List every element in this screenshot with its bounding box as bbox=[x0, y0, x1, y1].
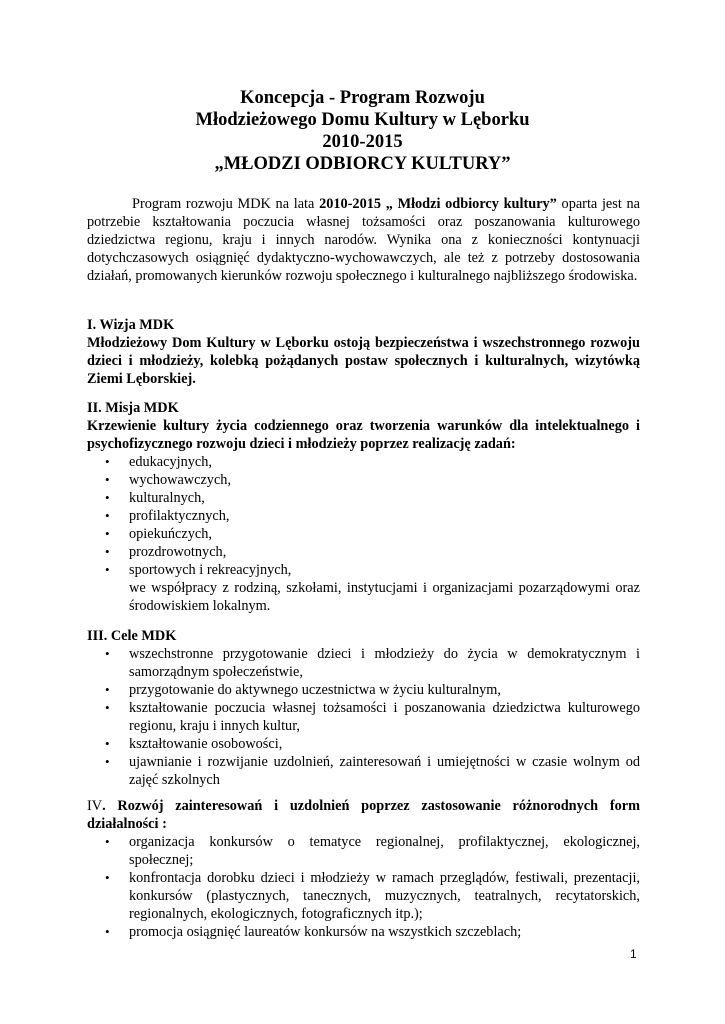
title-line-2: Młodzieżowego Domu Kultury w Lęborku bbox=[195, 110, 530, 130]
bullet-icon: • bbox=[105, 754, 110, 769]
page-number: 1 bbox=[630, 947, 637, 961]
list-item: • konfrontacja dorobku dzieci i młodzieży w ramach przeglądów, festiwali, prezentacji, konkursów (plastycznych, tanecznych, muzycznych, teatralnych, recytatorskich, regionalnych, ekologicznych, fotograficznych itp.); bbox=[105, 870, 640, 922]
intro-text-1: Program rozwoju MDK na lata bbox=[132, 196, 320, 212]
title-line-4: „MŁODZI ODBIORCY KULTURY” bbox=[214, 154, 511, 174]
intro-paragraph bbox=[87, 195, 640, 285]
list-item: • wychowawczych, bbox=[105, 472, 232, 488]
bullet-icon: • bbox=[105, 490, 110, 505]
list-item: • prozdrowotnych, bbox=[105, 544, 227, 560]
section-1-heading: I. Wizja MDK bbox=[87, 317, 175, 333]
title-line-3: 2010-2015 bbox=[322, 132, 403, 152]
list-item: • kulturalnych, bbox=[105, 490, 205, 506]
list-item: • opiekuńczych, bbox=[105, 526, 212, 542]
bullet-icon: • bbox=[105, 472, 110, 487]
list-item: • wszechstronne przygotowanie dzieci i młodzieży do życia w demokratycznym i samorządnym społeczeństwie, bbox=[105, 646, 640, 680]
bullet-icon: • bbox=[105, 646, 110, 661]
list-item: • sportowych i rekreacyjnych, bbox=[105, 562, 292, 578]
list-item: • promocja osiągnięć laureatów konkursów na wszystkich szczeblach; bbox=[105, 924, 522, 940]
title-line-1: Koncepcja - Program Rozwoju bbox=[240, 88, 485, 108]
bullet-icon: • bbox=[105, 834, 110, 849]
list-item: • przygotowanie do aktywnego uczestnictwa w życiu kulturalnym, bbox=[105, 682, 502, 698]
bullet-icon: • bbox=[105, 700, 110, 715]
section-4-heading-text: . Rozwój zainteresowań i uzdolnień poprzez zastosowanie różnorodnych form działalności : bbox=[87, 798, 640, 832]
bullet-icon: • bbox=[105, 454, 110, 469]
section-1-text: Młodzieżowy Dom Kultury w Lęborku ostoją bezpieczeństwa i wszechstronnego rozwoju dzieci i młodzieży, kolebką pożądanych postaw społecznych i kulturalnych, wizytówką Ziemi Lęborskiej. bbox=[87, 335, 640, 387]
bullet-icon: • bbox=[105, 924, 110, 939]
bullet-icon: • bbox=[105, 562, 110, 577]
bullet-icon: • bbox=[105, 736, 110, 751]
section-2-list bbox=[87, 453, 640, 579]
list-item: • kształtowanie poczucia własnej tożsamości i poszanowania dziedzictwa kulturowego regionu, kraju i innych kultur, bbox=[105, 700, 640, 734]
list-item: • ujawnianie i rozwijanie uzdolnień, zainteresowań i umiejętności w czasie wolnym od zajęć szkolnych bbox=[105, 754, 640, 788]
bullet-icon: • bbox=[105, 508, 110, 523]
section-3-heading: III. Cele MDK bbox=[87, 628, 177, 644]
section-2-text: Krzewienie kultury życia codziennego oraz tworzenia warunków dla intelektualnego i psychofizycznego rozwoju dzieci i młodzieży poprzez realizację zadań: bbox=[87, 418, 640, 452]
section-2-heading: II. Misja MDK bbox=[87, 400, 179, 416]
list-item: • organizacja konkursów o tematyce regionalnej, profilaktycznej, ekologicznej, społecznej; bbox=[105, 834, 640, 868]
list-item: • kształtowanie osobowości, bbox=[105, 736, 283, 752]
section-3-list bbox=[87, 645, 640, 789]
list-item: • profilaktycznych, bbox=[105, 508, 230, 524]
section-4-heading bbox=[87, 797, 640, 833]
section-2-continuation: we współpracy z rodziną, szkołami, instytucjami i organizacjami pozarządowymi oraz środowiskiem lokalnym. bbox=[129, 580, 640, 614]
intro-text-2: oparta jest na potrzebie kształtowania poczucia własnej tożsamości oraz poszanowania kulturowego dziedzictwa regionu, kraju i innych narodów. Wynika ona z konieczności kontynuacji dotychczasowych osiągnięć dydaktyczno-wychowawczych, ale też z potrzeby dostosowania działań, promowanych kierunków rozwoju społecznego i kulturalnego najbliższego środowiska. bbox=[87, 196, 641, 284]
section-4-numeral: IV bbox=[87, 798, 103, 814]
section-4-list bbox=[87, 833, 640, 941]
bullet-icon: • bbox=[105, 526, 110, 541]
bullet-icon: • bbox=[105, 682, 110, 697]
bullet-icon: • bbox=[105, 870, 110, 885]
bullet-icon: • bbox=[105, 544, 110, 559]
list-item: • edukacyjnych, bbox=[105, 454, 212, 470]
intro-bold-text: 2010-2015 „ Młodzi odbiorcy kultury” bbox=[319, 196, 557, 212]
